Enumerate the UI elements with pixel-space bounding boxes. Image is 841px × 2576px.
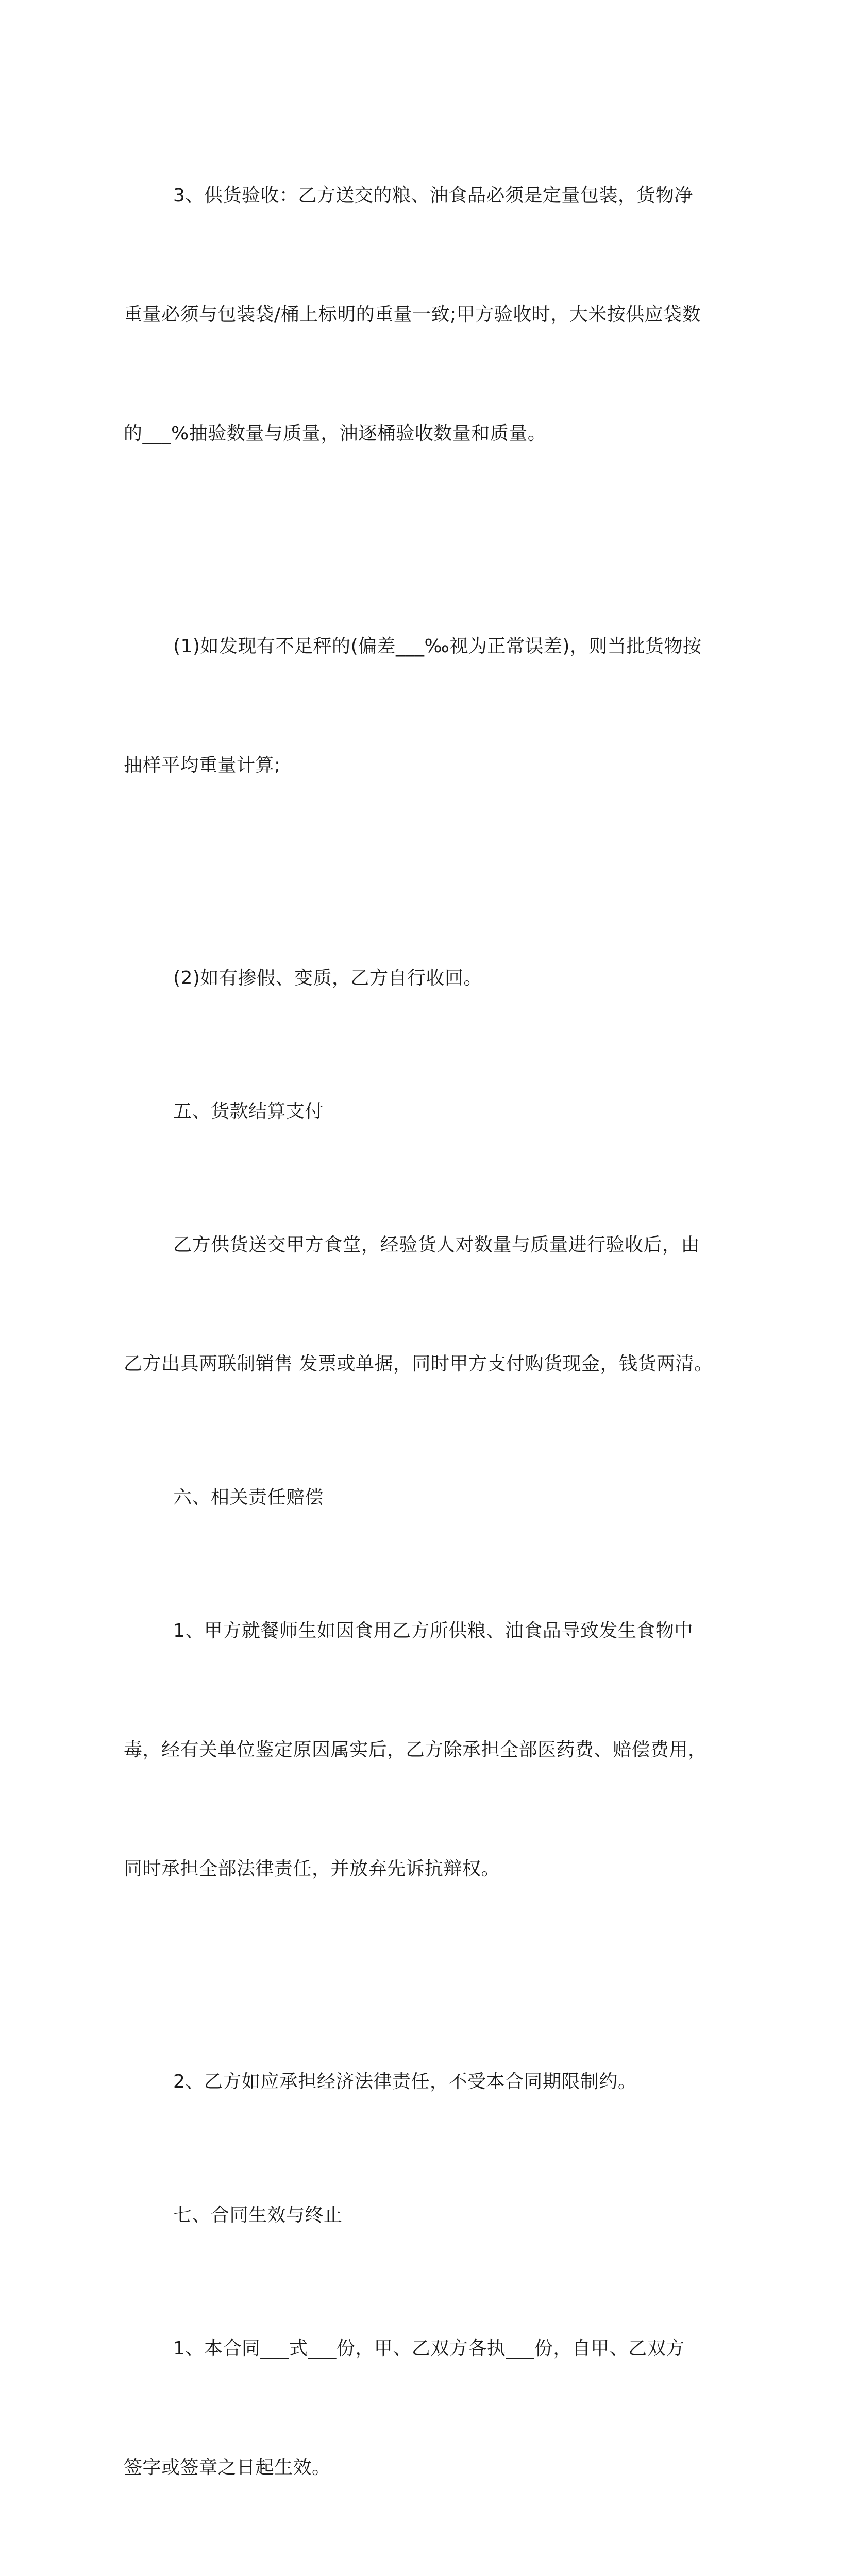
heading-text: 七、合同生效与终止 xyxy=(173,2205,343,2226)
document-body xyxy=(124,96,721,2576)
heading-text: 五、货款结算支付 xyxy=(173,1101,324,1122)
text-line: 1、甲方就餐师生如因食用乙方所供粮、油食品导致发生食物中 xyxy=(173,1620,693,1641)
text-line: 重量必须与包装袋/桶上标明的重量一致;甲方验收时，大米按供应袋数 xyxy=(124,304,701,325)
text-line: 3、供货验收：乙方送交的粮、油食品必须是定量包装，货物净 xyxy=(173,185,693,206)
text-line: 同时承担全部法律责任，并放弃先诉抗辩权。 xyxy=(124,1858,500,1879)
paragraph-food-poisoning xyxy=(124,1532,721,1968)
paragraph-short-weight xyxy=(124,547,721,865)
section-heading-liability xyxy=(124,1478,721,1517)
paragraph-payment xyxy=(124,1146,721,1463)
section-heading-payment xyxy=(124,1092,721,1131)
text-line: (1)如发现有不足秤的(偏差___‰视为正常误差)，则当批货物按 xyxy=(173,636,702,657)
text-line: 抽样平均重量计算; xyxy=(124,755,281,776)
text-line: 2、乙方如应承担经济法律责任，不受本合同期限制约。 xyxy=(173,2071,637,2092)
text-line: (2)如有掺假、变质，乙方自行收回。 xyxy=(173,968,482,989)
text-line: 毒，经有关单位鉴定原因属实后，乙方除承担全部医药费、赔偿费用， xyxy=(124,1739,707,1760)
text-line: 乙方出具两联制销售 发票或单据，同时甲方支付购货现金，钱货两清。 xyxy=(124,1353,713,1375)
text-line: 签字或签章之日起生效。 xyxy=(124,2457,331,2478)
text-line: 的___%抽验数量与质量，油逐桶验收数量和质量。 xyxy=(124,423,547,444)
paragraph-economic-liability xyxy=(124,1982,721,2181)
paragraph-adulteration xyxy=(124,879,721,1077)
text-line: 1、本合同___式___份，甲、乙双方各执___份，自甲、乙双方 xyxy=(173,2338,685,2359)
paragraph-supply-inspection xyxy=(124,96,721,533)
heading-text: 六、相关责任赔偿 xyxy=(173,1487,324,1508)
text-line: 乙方供货送交甲方食堂，经验货人对数量与质量进行验收后，由 xyxy=(173,1234,700,1256)
section-heading-effect-termination xyxy=(124,2195,721,2235)
paragraph-copies xyxy=(124,2249,721,2567)
